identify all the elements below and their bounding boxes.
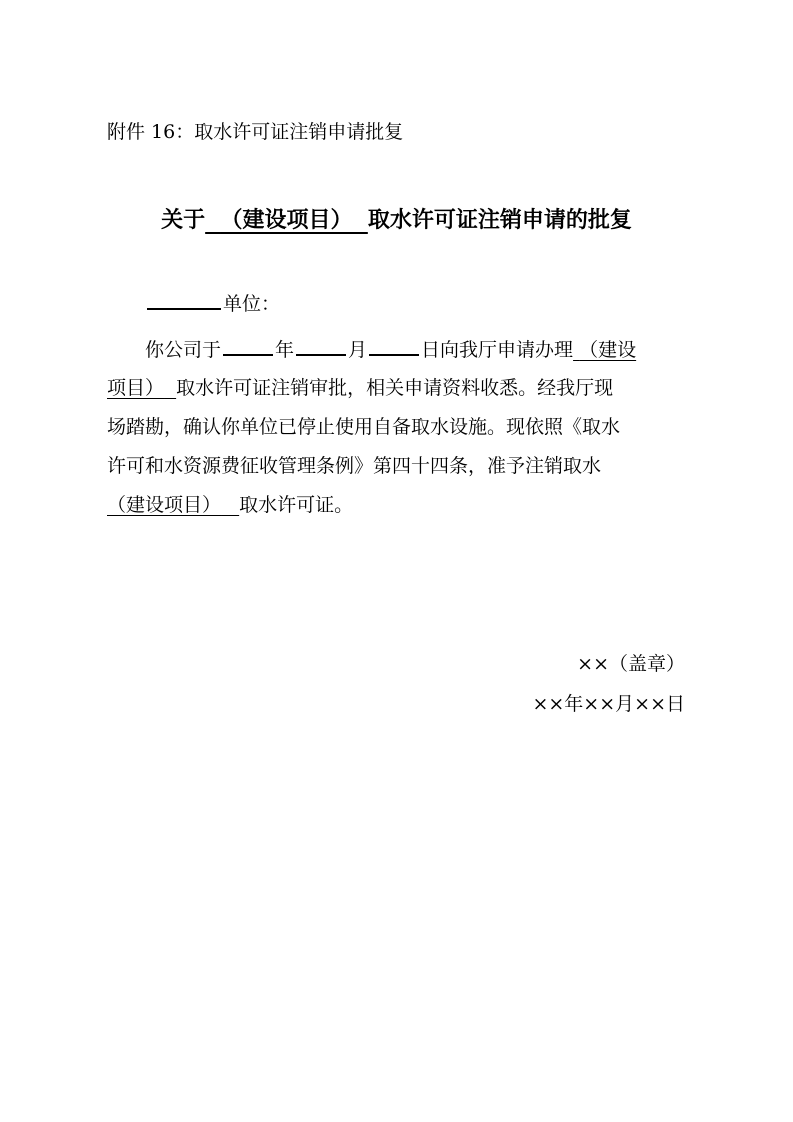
seal-line: ××（盖章）	[577, 653, 685, 675]
date-line: ××年××月××日	[532, 693, 685, 715]
body-line-3: 场踏勘，确认你单位已停止使用自备取水设施。现依照《取水	[107, 416, 621, 438]
attachment-heading: 附件 16：取水许可证注销申请批复	[107, 121, 404, 143]
year-blank	[223, 330, 273, 356]
body-line-5	[107, 486, 687, 525]
title-prefix: 关于	[161, 208, 206, 233]
body-text: 取水许可证注销审批，相关申请资料收悉。经我厅现	[176, 377, 614, 399]
body-text: 你公司于	[145, 339, 222, 361]
project-blank-end	[107, 377, 176, 399]
title-project-blank	[205, 208, 368, 233]
body-text: 月	[348, 339, 368, 361]
body-line-4: 许可和水资源费征收管理条例》第四十四条，准予注销取水	[107, 455, 602, 477]
body-paragraph	[107, 330, 687, 525]
title-suffix: 取水许可证注销申请的批复	[367, 208, 632, 233]
project-text: 项目）	[107, 377, 165, 399]
body-text: 年	[275, 339, 295, 361]
body-text: 日向我厅申请办理	[421, 339, 574, 361]
unit-name-blank	[147, 284, 221, 310]
project-text: （建设	[579, 339, 637, 361]
body-line-1	[107, 330, 687, 369]
project-blank-start	[573, 339, 636, 361]
title-project: （建设项目）	[220, 208, 353, 233]
project-blank	[107, 494, 239, 516]
body-line-2	[107, 369, 687, 408]
project-text: （建设项目）	[107, 494, 222, 516]
month-blank	[296, 330, 346, 356]
salutation	[107, 284, 687, 323]
body-text: 取水许可证。	[239, 494, 354, 516]
document-title	[0, 204, 793, 238]
day-blank	[369, 330, 419, 356]
salutation-suffix: 单位：	[223, 293, 281, 315]
